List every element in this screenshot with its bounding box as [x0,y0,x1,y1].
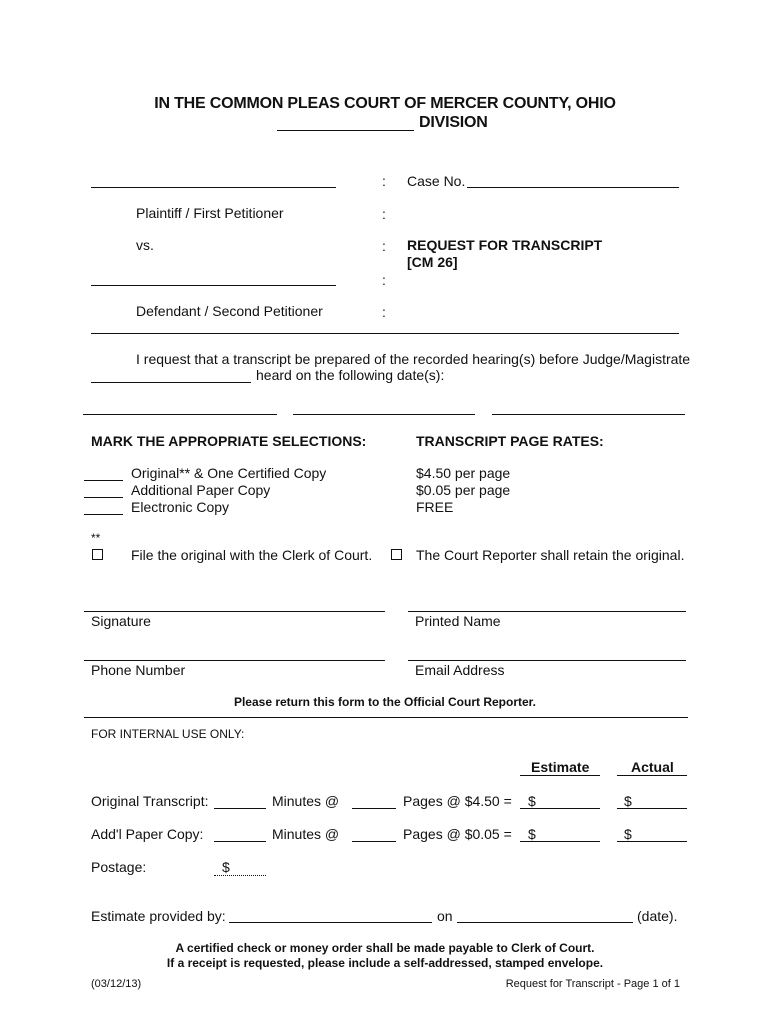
plaintiff-label: Plaintiff / First Petitioner [136,205,284,221]
row-original-minutes-blank[interactable] [214,808,266,809]
actual-header: Actual [631,759,674,775]
selections-heading: MARK THE APPROPRIATE SELECTIONS: [91,433,367,449]
internal-divider [84,717,688,718]
request-text-line1: I request that a transcript be prepared of the recorded hearing(s) before Judge/Magistrate [136,351,691,367]
caption-colon: : [382,206,386,222]
row-paper-pages-blank[interactable] [352,841,396,842]
estimate-date-label: (date). [637,908,678,924]
estimate-header: Estimate [531,759,590,775]
row-original-pages-blank[interactable] [352,808,396,809]
court-title: IN THE COMMON PLEAS COURT OF MERCER COUNTY, OHIO [154,95,616,112]
row-paper-pages-label: Pages @ $0.05 = [403,826,512,842]
actual-header-underline [617,775,687,776]
postage-dollar: $ [222,859,230,875]
hearing-date-blank-3[interactable] [492,414,685,415]
row-paper-estimate-blank[interactable] [520,841,600,842]
file-with-clerk-checkbox[interactable] [92,549,103,560]
estimate-date-blank[interactable] [457,922,633,923]
row-original-actual-dollar: $ [624,793,632,809]
row-original-pages-label: Pages @ $4.50 = [403,793,512,809]
printed-name-line[interactable] [408,611,686,612]
row-paper-actual-dollar: $ [624,826,632,842]
rate-electronic: FREE [416,499,454,515]
file-with-clerk-label: File the original with the Clerk of Court. [131,547,373,563]
return-note: Please return this form to the Official Court Reporter. [233,695,537,709]
caption-colon: : [382,173,386,189]
signature-line[interactable] [84,611,385,612]
reporter-retain-checkbox[interactable] [391,549,402,560]
row-original-label: Original Transcript: [91,793,209,809]
caption-colon: : [382,304,386,320]
caption-divider [91,333,679,334]
case-no-label: Case No. [407,173,466,189]
estimate-header-underline [520,775,600,776]
hearing-date-blank-2[interactable] [293,414,475,415]
reporter-retain-label: The Court Reporter shall retain the original. [416,547,685,563]
defendant-label: Defendant / Second Petitioner [136,303,323,319]
row-paper-label: Add'l Paper Copy: [91,826,204,842]
estimate-by-blank[interactable] [229,922,432,923]
rates-heading: TRANSCRIPT PAGE RATES: [416,433,604,449]
email-line[interactable] [408,660,686,661]
page-label: Request for Transcript - Page 1 of 1 [505,978,680,990]
judge-name-blank[interactable] [91,382,251,383]
caption-colon: : [382,238,386,254]
selection-blank-paper[interactable] [84,497,123,498]
phone-line[interactable] [84,660,385,661]
plaintiff-name-blank[interactable] [91,187,336,188]
defendant-name-blank[interactable] [91,285,336,286]
revision-date: (03/12/13) [91,978,142,990]
footnote-marker: ** [91,531,101,545]
selection-label-electronic: Electronic Copy [131,499,230,515]
caption-colon: : [382,272,386,288]
selection-label-original: Original** & One Certified Copy [131,465,327,481]
hearing-date-blank-1[interactable] [83,414,277,415]
postage-label: Postage: [91,859,147,875]
payment-note: A certified check or money order shall be made payable to Clerk of Court. [175,941,595,955]
selection-label-paper: Additional Paper Copy [131,482,271,498]
email-label: Email Address [415,662,505,678]
selection-blank-original[interactable] [84,480,123,481]
division-blank[interactable] [277,130,414,131]
estimate-on-label: on [437,908,453,924]
selection-blank-electronic[interactable] [84,514,123,515]
receipt-note: If a receipt is requested, please include a self-addressed, stamped envelope. [166,956,604,970]
rate-original: $4.50 per page [416,465,511,481]
request-text-line2: heard on the following date(s): [256,367,445,383]
row-paper-estimate-dollar: $ [528,826,536,842]
estimate-by-label: Estimate provided by: [91,908,226,924]
row-paper-actual-blank[interactable] [617,841,687,842]
rate-paper: $0.05 per page [416,482,511,498]
row-original-minutes-label: Minutes @ [272,793,340,809]
row-original-estimate-blank[interactable] [520,808,600,809]
internal-heading: FOR INTERNAL USE ONLY: [91,727,245,741]
row-original-estimate-dollar: $ [528,793,536,809]
case-no-blank[interactable] [467,187,679,188]
row-original-actual-blank[interactable] [617,808,687,809]
phone-label: Phone Number [91,662,186,678]
signature-label: Signature [91,613,151,629]
row-paper-minutes-blank[interactable] [214,841,266,842]
form-code: [CM 26] [407,254,458,270]
form-title: REQUEST FOR TRANSCRIPT [407,237,603,253]
division-label: DIVISION [419,114,488,131]
postage-blank[interactable] [214,875,266,876]
vs-label: vs. [136,237,154,253]
row-paper-minutes-label: Minutes @ [272,826,340,842]
printed-name-label: Printed Name [415,613,501,629]
